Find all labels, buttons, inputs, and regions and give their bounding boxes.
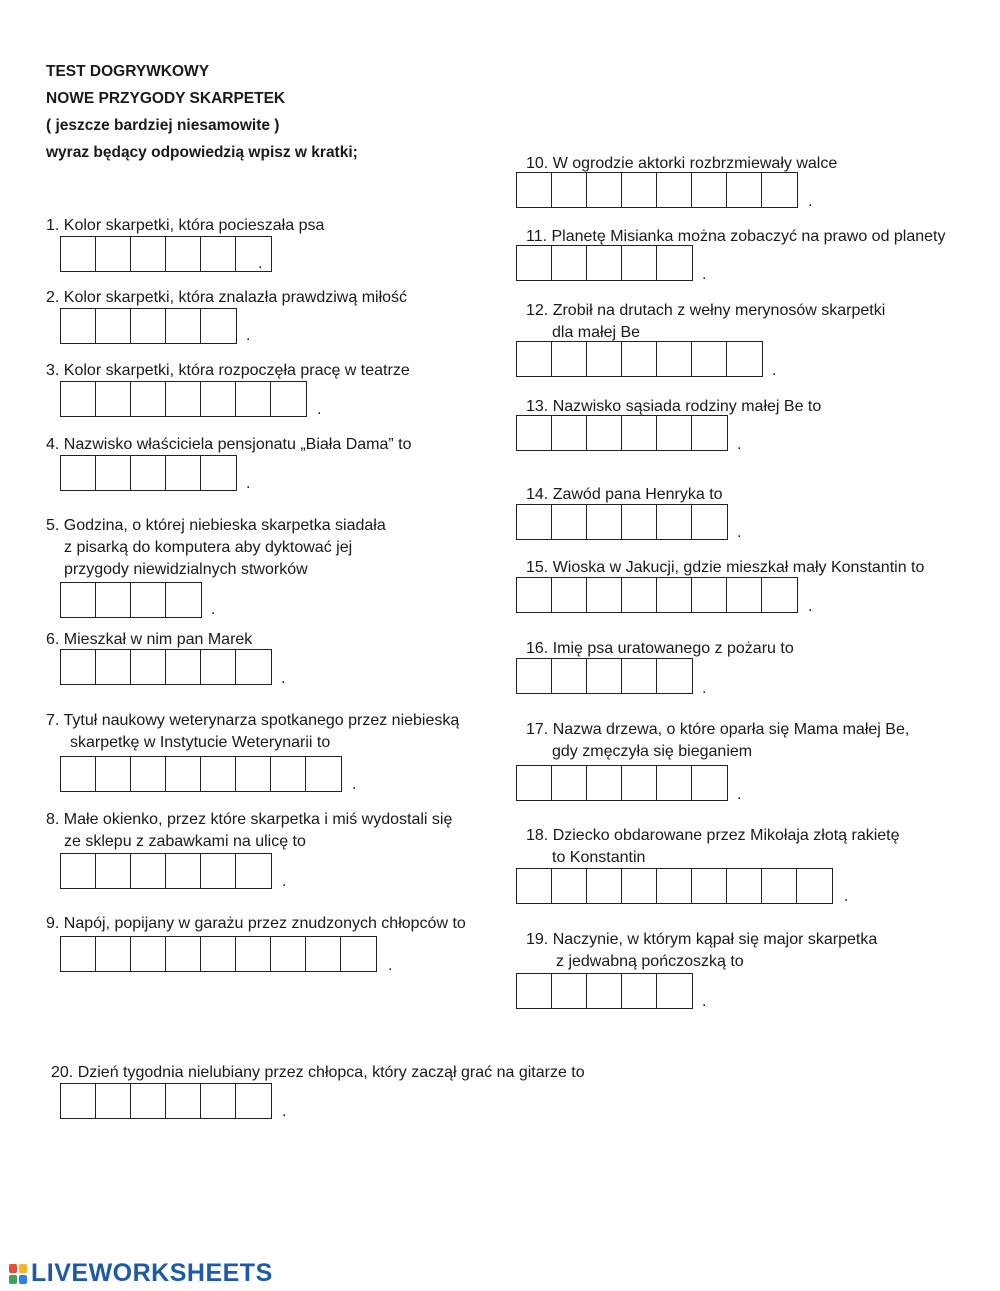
answer-letter-box[interactable]: [166, 456, 201, 490]
answer-letter-box[interactable]: [236, 650, 271, 684]
answer-letter-box[interactable]: [587, 505, 622, 539]
period-mark: .: [702, 680, 707, 697]
question-line: 7. Tytuł naukowy weterynarza spotkanego przez niebieską: [46, 712, 460, 729]
answer-letter-box[interactable]: [61, 937, 96, 971]
question-text: [46, 913, 466, 935]
answer-letter-box[interactable]: [96, 757, 131, 791]
answer-letter-box[interactable]: [166, 237, 201, 271]
question-line: z pisarką do komputera aby dyktować jej: [64, 539, 353, 556]
question-text: [526, 638, 794, 660]
answer-letter-box[interactable]: [552, 416, 587, 450]
answer-letter-box[interactable]: [236, 757, 271, 791]
question-text: [526, 825, 900, 869]
answer-letter-box[interactable]: [692, 416, 727, 450]
answer-letter-box[interactable]: [552, 659, 587, 693]
answer-letter-box[interactable]: [96, 456, 131, 490]
question-line: 1. Kolor skarpetki, która pocieszała psa: [46, 217, 325, 234]
answer-letter-box[interactable]: [622, 246, 657, 280]
question-line: 10. W ogrodzie aktorki rozbrzmiewały walce: [526, 155, 838, 172]
period-mark: .: [808, 598, 813, 615]
question-line: 16. Imię psa uratowanego z pożaru to: [526, 640, 794, 657]
period-mark: .: [772, 362, 777, 379]
answer-letter-box[interactable]: [96, 583, 131, 617]
answer-letter-box[interactable]: [552, 974, 587, 1008]
question-line: przygody niewidzialnych stworków: [64, 561, 308, 578]
answer-letter-box[interactable]: [692, 173, 727, 207]
worksheet-subtitle: ( jeszcze bardziej niesamowite ): [46, 117, 280, 134]
answer-letter-box[interactable]: [201, 937, 236, 971]
answer-boxes: [60, 455, 237, 491]
answer-letter-box[interactable]: [517, 505, 552, 539]
answer-letter-box[interactable]: [201, 237, 236, 271]
answer-boxes: [516, 504, 728, 540]
answer-letter-box[interactable]: [61, 854, 96, 888]
answer-letter-box[interactable]: [657, 974, 692, 1008]
question-line: gdy zmęczyła się bieganiem: [552, 743, 753, 760]
logo-square-1: [9, 1264, 17, 1273]
answer-boxes: [60, 381, 307, 417]
answer-letter-box[interactable]: [131, 237, 166, 271]
answer-letter-box[interactable]: [96, 237, 131, 271]
period-mark: .: [281, 670, 286, 687]
answer-boxes: [516, 245, 693, 281]
question-text: [526, 929, 877, 973]
answer-letter-box[interactable]: [61, 456, 96, 490]
question-text: [46, 360, 410, 382]
answer-letter-box[interactable]: [622, 578, 657, 612]
answer-letter-box[interactable]: [622, 766, 657, 800]
answer-letter-box[interactable]: [201, 1084, 236, 1118]
answer-letter-box[interactable]: [61, 1084, 96, 1118]
answer-letter-box[interactable]: [517, 659, 552, 693]
question-line: 9. Napój, popijany w garażu przez znudzonych chłopców to: [46, 915, 466, 932]
answer-boxes: [60, 756, 342, 792]
answer-letter-box[interactable]: [166, 757, 201, 791]
answer-boxes: [60, 1083, 272, 1119]
answer-boxes: [516, 341, 763, 377]
period-mark: .: [317, 401, 322, 418]
answer-letter-box[interactable]: [306, 757, 341, 791]
answer-letter-box[interactable]: [657, 342, 692, 376]
test-title: TEST DOGRYWKOWY: [46, 63, 210, 80]
question-line: 19. Naczynie, w którym kąpał się major skarpetka: [526, 931, 878, 948]
answer-boxes: [60, 649, 272, 685]
answer-boxes: [516, 415, 728, 451]
answer-letter-box[interactable]: [96, 650, 131, 684]
answer-letter-box[interactable]: [762, 578, 797, 612]
answer-boxes: [60, 936, 377, 972]
answer-boxes: [60, 853, 272, 889]
question-text: [46, 710, 459, 754]
answer-letter-box[interactable]: [622, 974, 657, 1008]
answer-letter-box[interactable]: [587, 974, 622, 1008]
answer-letter-box[interactable]: [762, 869, 797, 903]
liveworksheets-logo: [8, 1259, 273, 1288]
answer-letter-box[interactable]: [131, 757, 166, 791]
answer-letter-box[interactable]: [61, 583, 96, 617]
answer-letter-box[interactable]: [131, 1084, 166, 1118]
answer-letter-box[interactable]: [587, 659, 622, 693]
answer-letter-box[interactable]: [131, 937, 166, 971]
period-mark: .: [702, 266, 707, 283]
logo-icon: [8, 1263, 28, 1285]
question-text: [526, 557, 924, 579]
answer-letter-box[interactable]: [96, 854, 131, 888]
answer-letter-box[interactable]: [61, 757, 96, 791]
answer-letter-box[interactable]: [727, 578, 762, 612]
answer-letter-box[interactable]: [692, 578, 727, 612]
answer-letter-box[interactable]: [166, 937, 201, 971]
answer-letter-box[interactable]: [201, 854, 236, 888]
answer-letter-box[interactable]: [166, 1084, 201, 1118]
answer-letter-box[interactable]: [552, 869, 587, 903]
answer-letter-box[interactable]: [131, 456, 166, 490]
answer-letter-box[interactable]: [236, 1084, 271, 1118]
question-text: [46, 629, 252, 651]
answer-letter-box[interactable]: [587, 246, 622, 280]
answer-letter-box[interactable]: [166, 854, 201, 888]
answer-boxes: [516, 658, 693, 694]
answer-letter-box[interactable]: [271, 382, 306, 416]
period-mark: .: [808, 193, 813, 210]
answer-letter-box[interactable]: [587, 342, 622, 376]
answer-letter-box[interactable]: [201, 382, 236, 416]
answer-boxes: [516, 868, 833, 904]
answer-letter-box[interactable]: [166, 583, 201, 617]
question-text: [46, 215, 324, 237]
question-text: [46, 287, 407, 309]
answer-letter-box[interactable]: [96, 382, 131, 416]
period-mark: .: [282, 873, 287, 890]
question-line: 2. Kolor skarpetki, która znalazła prawdziwą miłość: [46, 289, 408, 306]
answer-boxes: [516, 973, 693, 1009]
period-mark: .: [258, 255, 263, 272]
answer-boxes: [60, 582, 202, 618]
period-mark: .: [282, 1103, 287, 1120]
question-text: [46, 809, 452, 853]
answer-letter-box[interactable]: [552, 505, 587, 539]
answer-letter-box[interactable]: [96, 937, 131, 971]
answer-letter-box[interactable]: [622, 416, 657, 450]
question-line: 3. Kolor skarpetki, która rozpoczęła pracę w teatrze: [46, 362, 410, 379]
period-mark: .: [702, 993, 707, 1010]
question-line: 17. Nazwa drzewa, o które oparła się Mama małej Be,: [526, 721, 910, 738]
answer-letter-box[interactable]: [271, 937, 306, 971]
question-line: 8. Małe okienko, przez które skarpetka i miś wydostali się: [46, 811, 453, 828]
answer-letter-box[interactable]: [622, 505, 657, 539]
answer-letter-box[interactable]: [201, 650, 236, 684]
answer-letter-box[interactable]: [587, 173, 622, 207]
period-mark: .: [211, 601, 216, 618]
answer-letter-box[interactable]: [131, 382, 166, 416]
answer-boxes: [516, 577, 798, 613]
answer-letter-box[interactable]: [692, 869, 727, 903]
answer-letter-box[interactable]: [622, 342, 657, 376]
answer-letter-box[interactable]: [552, 173, 587, 207]
answer-letter-box[interactable]: [657, 869, 692, 903]
answer-letter-box[interactable]: [657, 173, 692, 207]
answer-letter-box[interactable]: [61, 382, 96, 416]
answer-letter-box[interactable]: [341, 937, 376, 971]
answer-letter-box[interactable]: [61, 650, 96, 684]
answer-letter-box[interactable]: [517, 173, 552, 207]
question-line: 18. Dziecko obdarowane przez Mikołaja złotą rakietę: [526, 827, 900, 844]
answer-letter-box[interactable]: [517, 416, 552, 450]
answer-letter-box[interactable]: [236, 237, 271, 271]
answer-letter-box[interactable]: [552, 342, 587, 376]
answer-letter-box[interactable]: [587, 766, 622, 800]
answer-letter-box[interactable]: [96, 309, 131, 343]
answer-letter-box[interactable]: [657, 766, 692, 800]
question-line: 12. Zrobił na drutach z wełny merynosów skarpetki: [526, 302, 886, 319]
answer-letter-box[interactable]: [61, 237, 96, 271]
question-line: to Konstantin: [552, 849, 646, 866]
answer-letter-box[interactable]: [552, 766, 587, 800]
answer-letter-box[interactable]: [236, 937, 271, 971]
answer-letter-box[interactable]: [692, 505, 727, 539]
answer-letter-box[interactable]: [201, 757, 236, 791]
period-mark: .: [737, 524, 742, 541]
answer-letter-box[interactable]: [131, 309, 166, 343]
question-text: [526, 484, 723, 506]
logo-text: LIVEWORKSHEETS: [31, 1259, 273, 1287]
period-mark: .: [246, 475, 251, 492]
answer-letter-box[interactable]: [587, 869, 622, 903]
answer-letter-box[interactable]: [166, 650, 201, 684]
answer-letter-box[interactable]: [692, 766, 727, 800]
question-text: [46, 515, 386, 581]
question-line: dla małej Be: [552, 324, 641, 341]
answer-letter-box[interactable]: [552, 246, 587, 280]
question-text: [46, 434, 412, 456]
answer-letter-box[interactable]: [692, 342, 727, 376]
question-line: 6. Mieszkał w nim pan Marek: [46, 631, 253, 648]
period-mark: .: [352, 776, 357, 793]
question-line: 15. Wioska w Jakucji, gdzie mieszkał mały Konstantin to: [526, 559, 925, 576]
answer-letter-box[interactable]: [517, 766, 552, 800]
period-mark: .: [737, 786, 742, 803]
answer-boxes: [60, 308, 237, 344]
answer-letter-box[interactable]: [271, 757, 306, 791]
question-text: [51, 1062, 585, 1084]
question-line: 14. Zawód pana Henryka to: [526, 486, 723, 503]
question-line: z jedwabną pończoszką to: [556, 953, 744, 970]
question-line: 13. Nazwisko sąsiada rodziny małej Be to: [526, 398, 822, 415]
question-line: 5. Godzina, o której niebieska skarpetka siadała: [46, 517, 386, 534]
period-mark: .: [388, 957, 393, 974]
answer-boxes: [60, 236, 272, 272]
worksheet-title: NOWE PRZYGODY SKARPETEK: [46, 90, 286, 107]
answer-letter-box[interactable]: [587, 416, 622, 450]
answer-letter-box[interactable]: [166, 382, 201, 416]
answer-letter-box[interactable]: [657, 416, 692, 450]
answer-letter-box[interactable]: [657, 578, 692, 612]
answer-letter-box[interactable]: [657, 659, 692, 693]
question-line: 11. Planetę Misianka można zobaczyć na prawo od planety: [526, 228, 946, 245]
answer-letter-box[interactable]: [727, 173, 762, 207]
answer-letter-box[interactable]: [131, 583, 166, 617]
answer-letter-box[interactable]: [517, 578, 552, 612]
answer-letter-box[interactable]: [797, 869, 832, 903]
answer-letter-box[interactable]: [622, 173, 657, 207]
answer-letter-box[interactable]: [201, 309, 236, 343]
period-mark: .: [844, 888, 849, 905]
answer-letter-box[interactable]: [762, 173, 797, 207]
answer-letter-box[interactable]: [61, 309, 96, 343]
answer-letter-box[interactable]: [166, 309, 201, 343]
answer-letter-box[interactable]: [517, 869, 552, 903]
question-line: ze sklepu z zabawkami na ulicę to: [64, 833, 306, 850]
instructions: wyraz będący odpowiedzią wpisz w kratki;: [46, 144, 358, 161]
answer-letter-box[interactable]: [236, 382, 271, 416]
answer-letter-box[interactable]: [727, 342, 762, 376]
question-line: 4. Nazwisko właściciela pensjonatu „Biała Dama” to: [46, 436, 412, 453]
answer-letter-box[interactable]: [201, 456, 236, 490]
answer-letter-box[interactable]: [131, 854, 166, 888]
answer-letter-box[interactable]: [587, 578, 622, 612]
answer-letter-box[interactable]: [306, 937, 341, 971]
answer-letter-box[interactable]: [552, 578, 587, 612]
logo-square-4: [19, 1275, 27, 1284]
question-line: skarpetkę w Instytucie Weterynarii to: [70, 734, 331, 751]
question-line: 20. Dzień tygodnia nielubiany przez chłopca, który zaczął grać na gitarze to: [51, 1064, 585, 1081]
answer-boxes: [516, 172, 798, 208]
logo-square-2: [19, 1264, 27, 1273]
answer-letter-box[interactable]: [517, 974, 552, 1008]
question-text: [526, 300, 885, 344]
answer-letter-box[interactable]: [131, 650, 166, 684]
answer-letter-box[interactable]: [96, 1084, 131, 1118]
answer-letter-box[interactable]: [657, 505, 692, 539]
period-mark: .: [737, 436, 742, 453]
answer-letter-box[interactable]: [622, 869, 657, 903]
logo-square-3: [9, 1275, 17, 1284]
answer-letter-box[interactable]: [517, 246, 552, 280]
period-mark: .: [246, 327, 251, 344]
answer-letter-box[interactable]: [622, 659, 657, 693]
question-text: [526, 719, 909, 763]
answer-letter-box[interactable]: [727, 869, 762, 903]
answer-boxes: [516, 765, 728, 801]
answer-letter-box[interactable]: [236, 854, 271, 888]
answer-letter-box[interactable]: [517, 342, 552, 376]
answer-letter-box[interactable]: [657, 246, 692, 280]
